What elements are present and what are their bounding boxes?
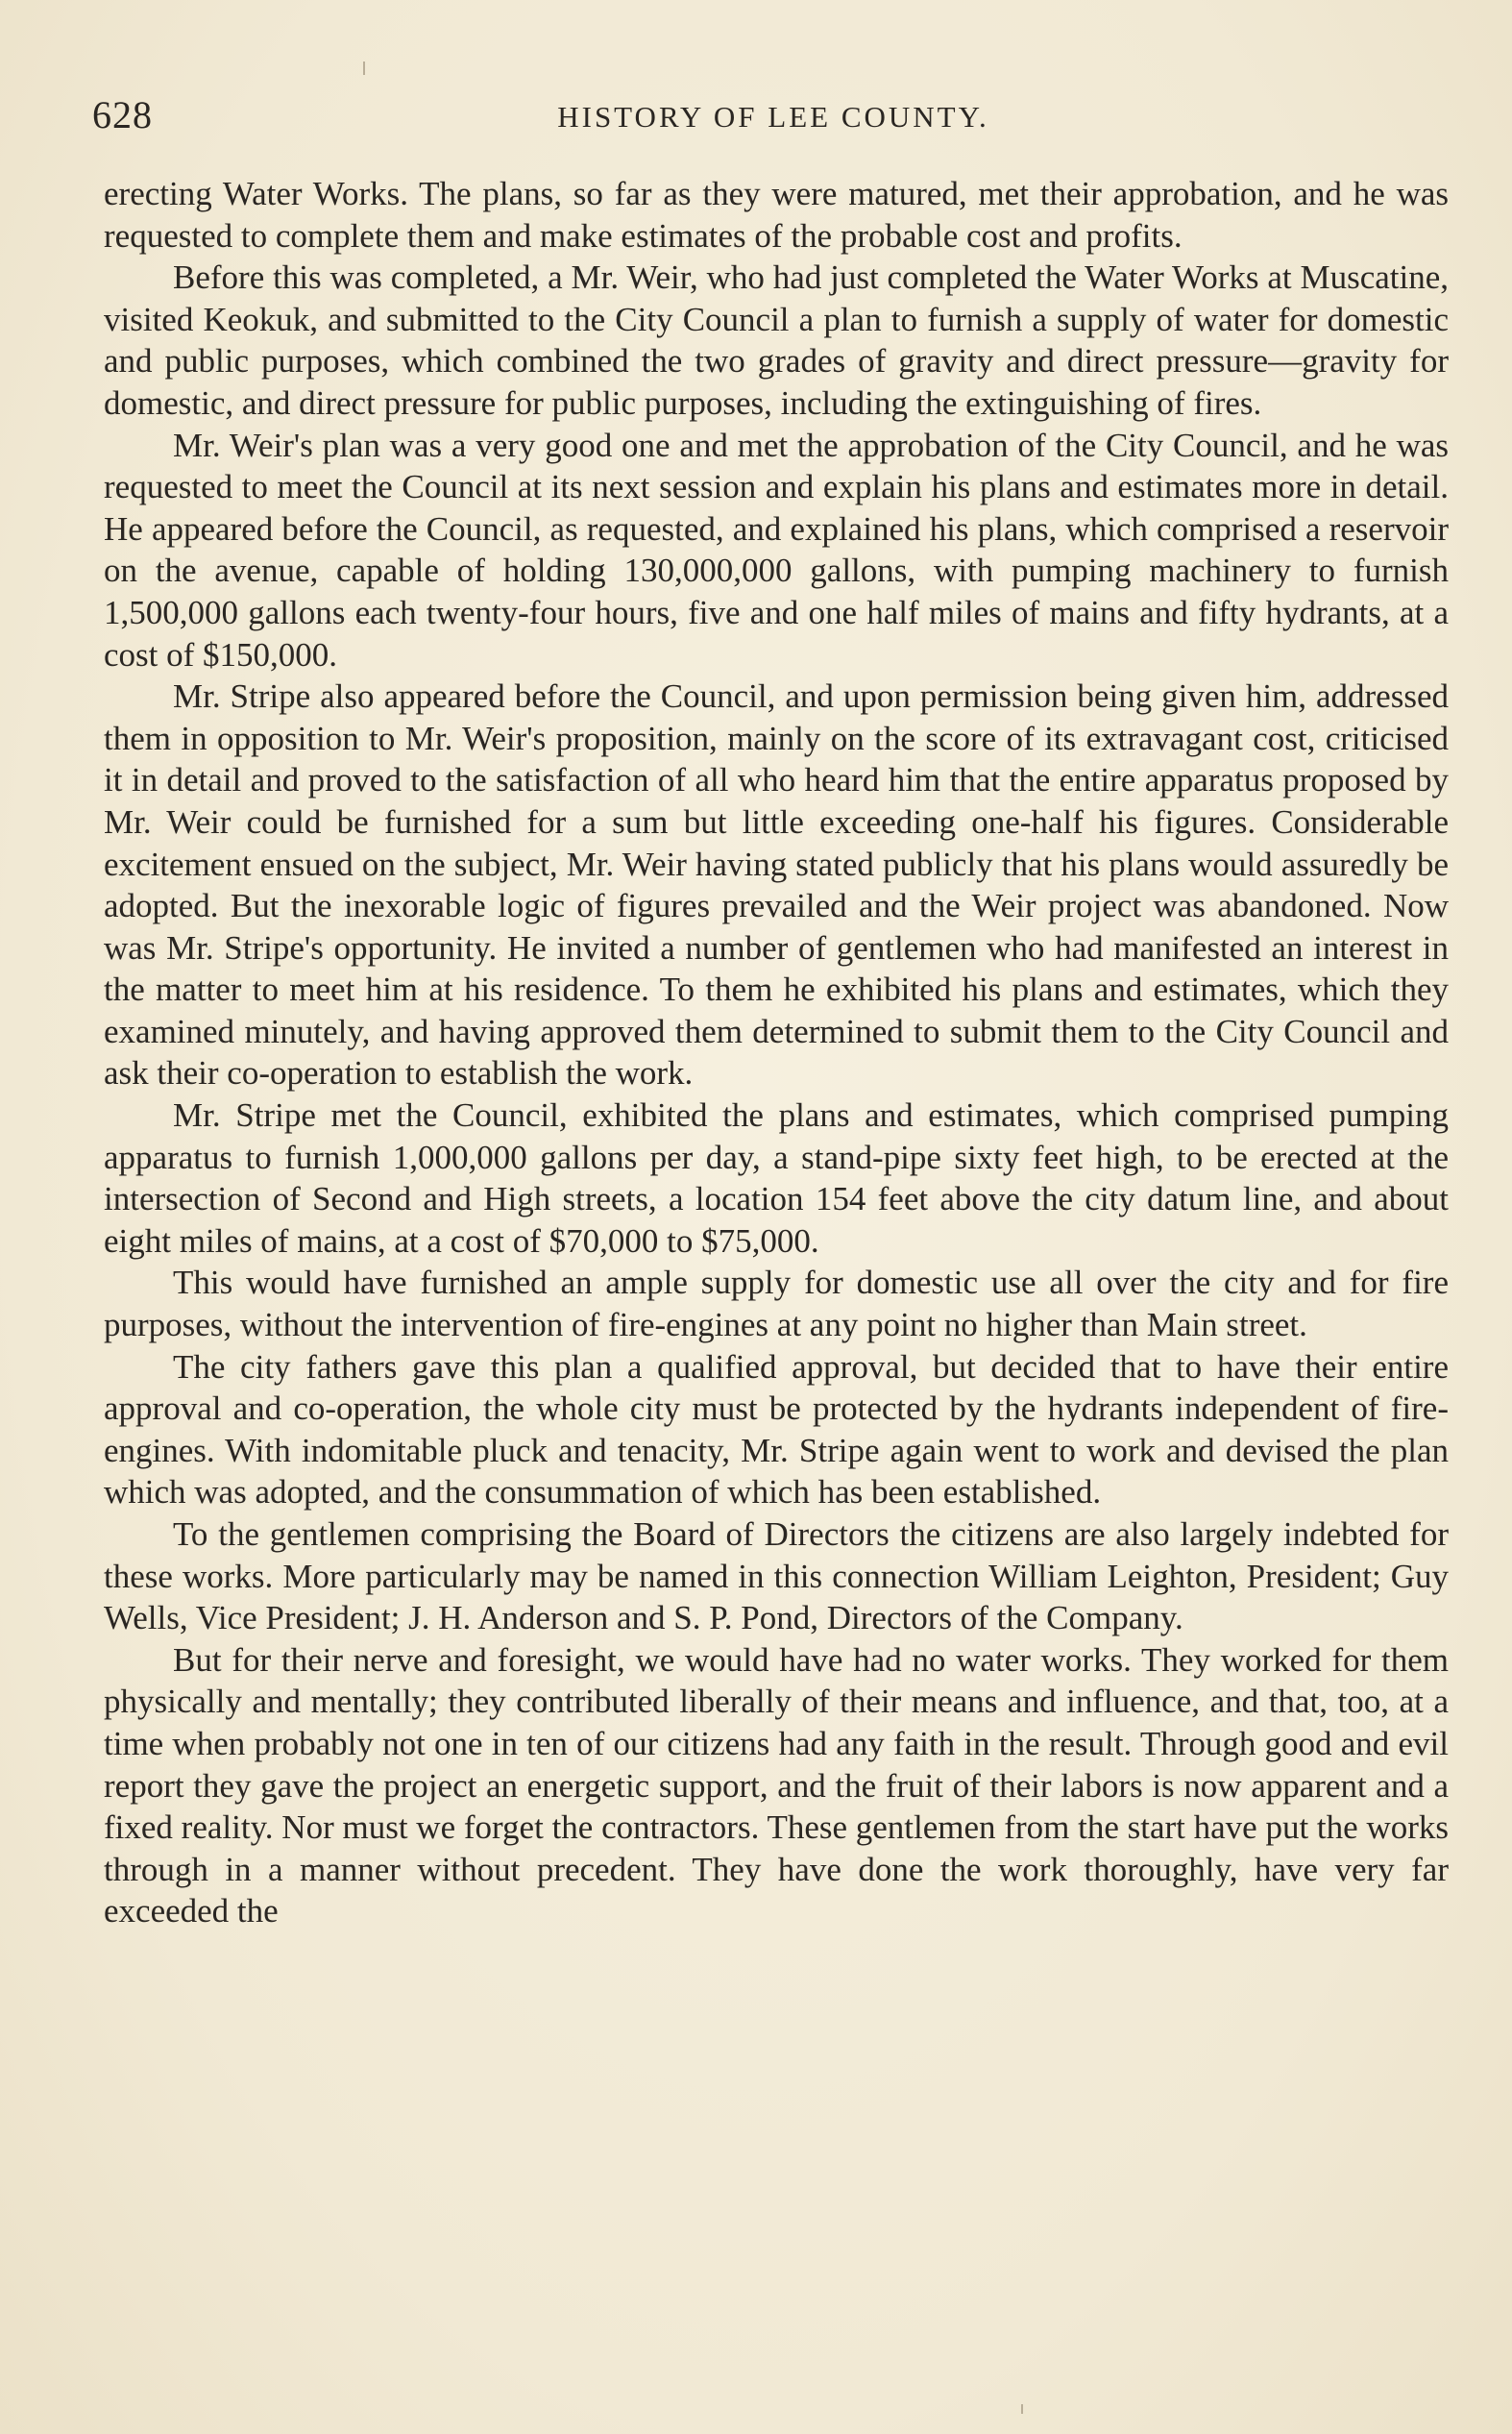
paragraph: Mr. Stripe also appeared before the Council, and upon permission being given him, addressed them in opposition to Mr. Weir's proposition, mainly on the score of its extravagant cost, criticised it in detail and proved to the satisfaction of all who heard him that the entire apparatus proposed by Mr. Weir could be furnished for a sum but little exceeding one-half his figures. Considerable excitement ensued on the subject, Mr. Weir having stated publicly that his plans would assuredly be adopted. But the inexorable logic of figures prevailed and the Weir project was abandoned. Now was Mr. Stripe's opportunity. He invited a number of gentlemen who had manifested an interest in the matter to meet him at his residence. To them he exhibited his plans and estimates, which they examined minutely, and having approved them determined to submit them to the City Council and ask their co-operation to establish the work. (104, 677, 1449, 1093)
paper-mark (1021, 2404, 1023, 2414)
paragraph: Mr. Weir's plan was a very good one and met the approbation of the City Council, and he was requested to meet the Council at its next session and explain his plans and estimates more in detail. He appeared before the Council, as requested, and explained his plans, which comprised a reservoir on the avenue, capable of holding 130,000,000 gallons, with pumping machinery to furnish 1,500,000 gallons each twenty-four hours, five and one half miles of mains and fifty hydrants, at a cost of $150,000. (104, 426, 1449, 674)
paragraph: Before this was completed, a Mr. Weir, who had just completed the Water Works at Muscatine, visited Keokuk, and submitted to the City Council a plan to furnish a supply of water for domestic and public purposes, which combined the two grades of gravity and direct pressure—gravity for domestic, and direct pressure for public purposes, including the extinguishing of fires. (104, 258, 1449, 422)
paragraph: But for their nerve and foresight, we would have had no water works. They worked for them physically and mentally; they contributed liberally of their means and influence, and that, too, at a time when probably not one in ten of our citizens had any faith in the result. Through good and evil report they gave the project an energetic support, and the fruit of their labors is now apparent and a fixed reality. Nor must we forget the contractors. These gentlemen from the start have put the works through in a manner without precedent. They have done the work thoroughly, have very far exceeded the (104, 1640, 1449, 1930)
paragraph: Mr. Stripe met the Council, exhibited the plans and estimates, which comprised pumping apparatus to furnish 1,000,000 gallons per day, a stand-pipe sixty feet high, to be erected at the intersection of Second and High streets, a location 154 feet above the city datum line, and about eight miles of mains, at a cost of $70,000 to $75,000. (104, 1096, 1449, 1260)
paper-mark (363, 61, 365, 75)
running-head: HISTORY OF LEE COUNTY. (557, 100, 989, 134)
page-header (92, 92, 1454, 140)
paragraph: The city fathers gave this plan a qualified approval, but decided that to have their entire approval and co-operation, the whole city must be protected by the hydrants independent of fire-engines. With indomitable pluck and tenacity, Mr. Stripe again went to work and devised the plan which was adopted, and the consummation of which has been established. (104, 1347, 1449, 1512)
paragraph: This would have furnished an ample supply for domestic use all over the city and for fire purposes, without the intervention of fire-engines at any point no higher than Main street. (104, 1264, 1449, 1344)
paragraph: To the gentlemen comprising the Board of Directors the citizens are also largely indebted for these works. More particularly may be named in this connection William Leighton, President; Guy Wells, Vice President; J. H. Anderson and S. P. Pond, Directors of the Company. (104, 1515, 1449, 1637)
paragraph: erecting Water Works. The plans, so far as they were matured, met their approbation, and he was requested to complete them and make estimates of the probable cost and profits. (104, 175, 1449, 255)
body-text (104, 173, 1449, 1932)
page-number: 628 (92, 93, 153, 136)
